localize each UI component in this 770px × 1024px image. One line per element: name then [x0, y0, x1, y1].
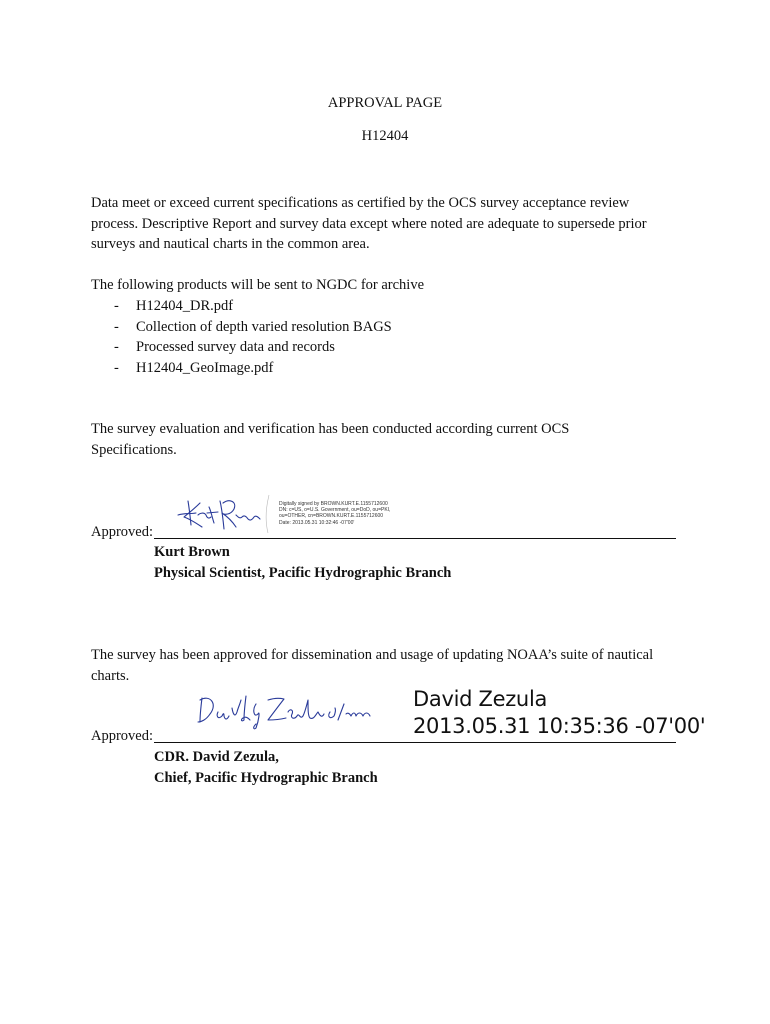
list-item-label: H12404_GeoImage.pdf — [136, 359, 274, 376]
digital-signature-line: ou=OTHER, cn=BROWN.KURT.E.1155712600 — [279, 513, 384, 520]
intro-paragraph — [91, 193, 647, 255]
digital-signature-block — [279, 501, 390, 526]
products-list — [114, 296, 514, 380]
list-item-label: H12404_DR.pdf — [136, 298, 234, 314]
list-item-label: Processed survey data and records — [136, 339, 335, 356]
page-title: APPROVAL PAGE — [327, 95, 443, 111]
registry-number: H12404 — [361, 128, 409, 144]
digital-signature-line: DN: c=US, o=U.S. Government, ou=DoD, ou=PKI, — [279, 507, 391, 514]
intro-line: surveys and nautical charts in the common area. — [91, 236, 370, 253]
products-heading: The following products will be sent to NGDC for archive — [91, 277, 425, 293]
digital-signature-line: Digitally signed by BROWN.KURT.E.1155712600 — [279, 501, 388, 507]
bullet-dash: - — [114, 359, 119, 376]
list-item-label: Collection of depth varied resolution BAGS — [136, 318, 392, 335]
bullet-dash: - — [114, 318, 119, 335]
digital-signature-line: Date: 2013.05.31 10:32:46 -07'00' — [279, 519, 355, 526]
digital-signature-block — [413, 686, 705, 740]
evaluation-paragraph — [91, 419, 569, 460]
dissemination-line: charts. — [91, 667, 130, 684]
approved-label: Approved: — [91, 524, 154, 540]
dissemination-line: The survey has been approved for dissemination and usage of updating NOAA’s suite of nautical — [91, 647, 654, 663]
signature-line — [154, 538, 676, 539]
intro-line: Data meet or exceed current specifications as certified by the OCS survey acceptance review — [91, 195, 630, 211]
bullet-dash: - — [114, 339, 119, 356]
approver-title: Chief, Pacific Hydrographic Branch — [154, 770, 378, 786]
approver-name: CDR. David Zezula, — [154, 749, 279, 765]
bullet-dash: - — [114, 298, 119, 314]
handwritten-signature-david-zezula — [196, 690, 376, 732]
approved-label: Approved: — [91, 728, 154, 744]
signature-line — [154, 742, 676, 743]
digital-signature-date: 2013.05.31 10:35:36 -07'00' — [413, 714, 706, 738]
approver-title: Physical Scientist, Pacific Hydrographic Branch — [154, 565, 452, 581]
evaluation-line: Specifications. — [91, 441, 177, 458]
digital-signer-name: David Zezula — [413, 687, 548, 711]
evaluation-line: The survey evaluation and verification has been conducted according current OCS — [91, 421, 570, 437]
intro-line: process. Descriptive Report and survey data except where noted are adequate to supersede prior — [91, 215, 647, 232]
approver-name: Kurt Brown — [154, 544, 230, 560]
dissemination-paragraph — [91, 645, 653, 686]
handwritten-signature-kurt-brown — [176, 493, 276, 535]
